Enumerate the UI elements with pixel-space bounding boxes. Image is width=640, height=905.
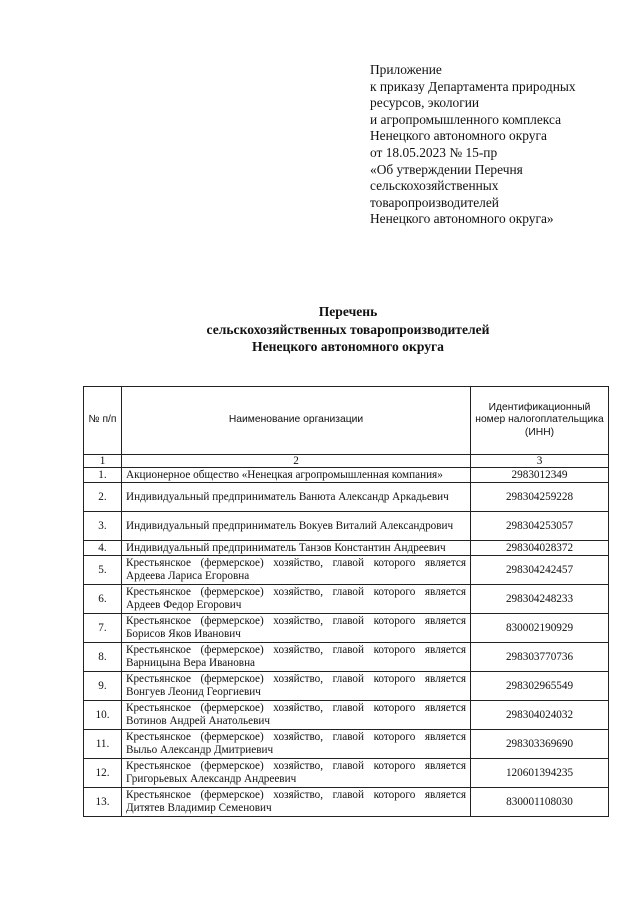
row-name: Крестьянское (фермерское) хозяйство, главой которого является Григорьевых Александр Андреевич [122,759,471,788]
row-num: 1. [84,468,122,483]
title-line-2: сельскохозяйственных товаропроизводителей [206,321,490,337]
row-name: Крестьянское (фермерское) хозяйство, главой которого является Ардеева Лариса Егоровна [122,556,471,585]
row-inn: 298304028372 [471,541,609,556]
appendix-line: «Об утверждении Перечня [370,161,523,177]
header-inn: Идентификационный номер налогоплательщика (ИНН) [471,387,609,455]
table-row [84,643,609,672]
table-row [84,541,609,556]
appendix-line: Ненецкого автономного округа [370,128,547,144]
row-inn: 298304248233 [471,585,609,614]
row-name: Крестьянское (фермерское) хозяйство, главой которого является Вотинов Андрей Анатольевич [122,701,471,730]
table-row [84,556,609,585]
row-inn: 298303369690 [471,730,609,759]
appendix-line: ресурсов, экологии [370,95,480,111]
column-number: 2 [122,455,471,468]
row-num: 11. [84,730,122,759]
row-inn: 830002190929 [471,614,609,643]
row-name: Акционерное общество «Ненецкая агропромышленная компания» [122,468,471,483]
row-num: 9. [84,672,122,701]
row-name: Индивидуальный предприниматель Ванюта Александр Аркадьевич [122,483,471,512]
table-row [84,788,609,817]
appendix-line: Приложение [370,62,442,77]
table-header-row [84,387,609,455]
row-name: Крестьянское (фермерское) хозяйство, главой которого является Борисов Яков Иванович [122,614,471,643]
title-line-3: Ненецкого автономного округа [252,339,444,354]
row-num: 6. [84,585,122,614]
row-name: Крестьянское (фермерское) хозяйство, главой которого является Дитятев Владимир Семенович [122,788,471,817]
row-inn: 298303770736 [471,643,609,672]
row-name: Крестьянское (фермерское) хозяйство, главой которого является Варницына Вера Ивановна [122,643,471,672]
row-name: Индивидуальный предприниматель Вокуев Виталий Александрович [122,512,471,541]
column-numbers-row [84,455,609,468]
producers-table [83,386,609,817]
row-inn: 298304024032 [471,701,609,730]
row-num: 10. [84,701,122,730]
document-title [0,303,640,356]
row-num: 3. [84,512,122,541]
title-line-1: Перечень [318,304,378,319]
table-row [84,585,609,614]
row-name: Крестьянское (фермерское) хозяйство, главой которого является Вонгуев Леонид Георгиевич [122,672,471,701]
table-row [84,759,609,788]
row-num: 4. [84,541,122,556]
row-num: 12. [84,759,122,788]
appendix-line: от 18.05.2023 № 15-пр [370,144,498,160]
row-inn: 120601394235 [471,759,609,788]
appendix-block [370,62,630,228]
appendix-line: к приказу Департамента природных [370,78,576,94]
row-num: 8. [84,643,122,672]
table-row [84,614,609,643]
row-inn: 298304242457 [471,556,609,585]
table-row [84,730,609,759]
row-num: 2. [84,483,122,512]
row-num: 7. [84,614,122,643]
row-name: Крестьянское (фермерское) хозяйство, главой которого является Выльо Александр Дмитриевич [122,730,471,759]
appendix-line: товаропроизводителей [370,194,499,210]
appendix-line: и агропромышленного комплекса [370,111,562,127]
table-row [84,483,609,512]
row-inn: 298304259228 [471,483,609,512]
row-name: Крестьянское (фермерское) хозяйство, главой которого является Ардеев Федор Егорович [122,585,471,614]
column-number: 1 [84,455,122,468]
appendix-line: Ненецкого автономного округа» [370,211,554,227]
table-row [84,701,609,730]
row-inn: 298304253057 [471,512,609,541]
column-number: 3 [471,455,609,468]
appendix-line: сельскохозяйственных [370,178,499,194]
table-row [84,512,609,541]
row-inn: 2983012349 [471,468,609,483]
row-inn: 830001108030 [471,788,609,817]
row-name: Индивидуальный предприниматель Танзов Константин Андреевич [122,541,471,556]
table-row [84,468,609,483]
header-num: № п/п [84,387,122,455]
table-row [84,672,609,701]
header-name: Наименование организации [122,387,471,455]
row-num: 5. [84,556,122,585]
row-inn: 298302965549 [471,672,609,701]
row-num: 13. [84,788,122,817]
